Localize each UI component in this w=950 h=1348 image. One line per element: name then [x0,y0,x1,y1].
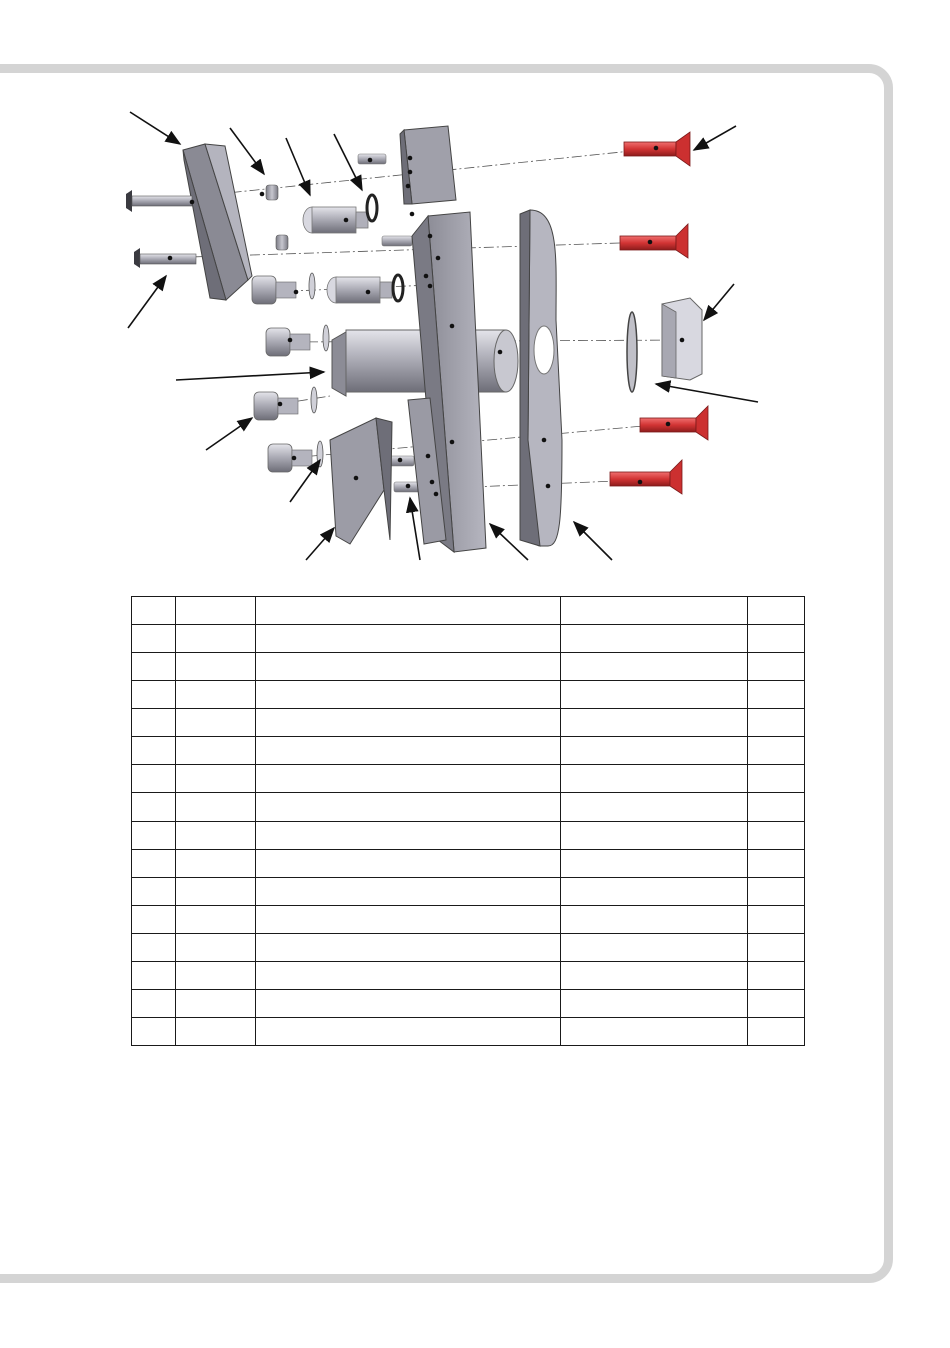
table-cell [176,653,256,681]
table-cell [256,737,561,765]
table-cell [748,597,805,625]
table-cell [256,849,561,877]
parts-list-table [131,596,805,1046]
table-cell [561,849,748,877]
o-ring-upper [367,195,377,221]
left-bolt-upper [126,190,192,212]
washer-2 [323,325,329,351]
table-cell [132,877,176,905]
table-cell [132,793,176,821]
table-cell [561,821,748,849]
table-cell [132,961,176,989]
table-cell [176,681,256,709]
plunger-lower [327,277,392,303]
table-row [132,989,805,1017]
table-cell [748,793,805,821]
top-mounting-block [400,126,456,204]
table-cell [561,737,748,765]
table-cell [176,625,256,653]
latch-block [330,418,392,544]
table-cell [748,765,805,793]
table-cell [132,709,176,737]
table-row [132,821,805,849]
red-bolt-2 [620,224,688,258]
table-cell [132,597,176,625]
shoulder-bolt-3 [254,392,298,420]
table-cell [561,877,748,905]
cover-plate [520,210,562,546]
table-cell [132,737,176,765]
table-cell [256,989,561,1017]
table-row [132,681,805,709]
table-cell [561,989,748,1017]
washer-1 [309,273,315,299]
table-row [132,849,805,877]
left-bolt-lower [134,248,196,268]
table-cell [748,933,805,961]
small-nut-upper [266,185,278,200]
shoulder-bolt-1 [252,276,296,304]
table-cell [748,737,805,765]
plunger-upper [303,207,368,233]
table-cell [256,961,561,989]
table-cell [748,989,805,1017]
table-cell [256,597,561,625]
table-cell [256,625,561,653]
table-cell [176,1017,256,1045]
table-cell [132,1017,176,1045]
table-row [132,737,805,765]
table-row [132,597,805,625]
red-bolt-4 [610,460,682,494]
table-cell [748,625,805,653]
table-cell [176,849,256,877]
table-cell [132,653,176,681]
table-row [132,793,805,821]
table-cell [256,1017,561,1045]
table-cell [748,821,805,849]
table-cell [256,709,561,737]
table-cell [748,709,805,737]
table-cell [132,849,176,877]
table-cell [561,905,748,933]
table-cell [256,821,561,849]
table-row [132,625,805,653]
table-row [132,709,805,737]
table-row [132,961,805,989]
large-washer [627,312,637,392]
table-cell [132,681,176,709]
table-cell [176,933,256,961]
left-bracket-part [183,144,252,300]
table-cell [176,961,256,989]
table-cell [561,961,748,989]
table-cell [256,905,561,933]
table-cell [132,933,176,961]
table-cell [132,765,176,793]
table-row [132,933,805,961]
table-cell [748,905,805,933]
table-cell [561,933,748,961]
shoulder-bolt-2 [266,328,310,356]
table-cell [132,821,176,849]
table-cell [561,793,748,821]
table-cell [561,681,748,709]
table-row [132,653,805,681]
table-cell [176,737,256,765]
table-row [132,905,805,933]
red-bolt-3 [640,406,708,440]
table-row [132,765,805,793]
table-cell [176,877,256,905]
table-cell [176,765,256,793]
exploded-parts-diagram [0,0,950,600]
table-row [132,1017,805,1045]
table-row [132,877,805,905]
table-cell [176,905,256,933]
table-cell [256,877,561,905]
table-cell [561,625,748,653]
table-cell [176,821,256,849]
pin-mid [382,236,412,246]
table-cell [561,653,748,681]
table-cell [132,989,176,1017]
table-cell [561,1017,748,1045]
table-cell [748,961,805,989]
table-cell [748,1017,805,1045]
table-cell [561,765,748,793]
table-cell [256,933,561,961]
table-cell [176,597,256,625]
table-cell [132,905,176,933]
table-cell [256,793,561,821]
table-cell [176,793,256,821]
table-cell [256,681,561,709]
table-cell [748,653,805,681]
small-nut-lower [276,235,288,250]
washer-3 [311,387,317,413]
table-cell [256,653,561,681]
shoulder-bolt-4 [268,444,312,472]
table-cell [748,849,805,877]
table-cell [748,681,805,709]
table-cell [748,877,805,905]
table-cell [176,989,256,1017]
table-cell [176,709,256,737]
table-cell [561,709,748,737]
table-cell [561,597,748,625]
table-cell [132,625,176,653]
table-cell [256,765,561,793]
o-ring-lower [393,275,403,301]
